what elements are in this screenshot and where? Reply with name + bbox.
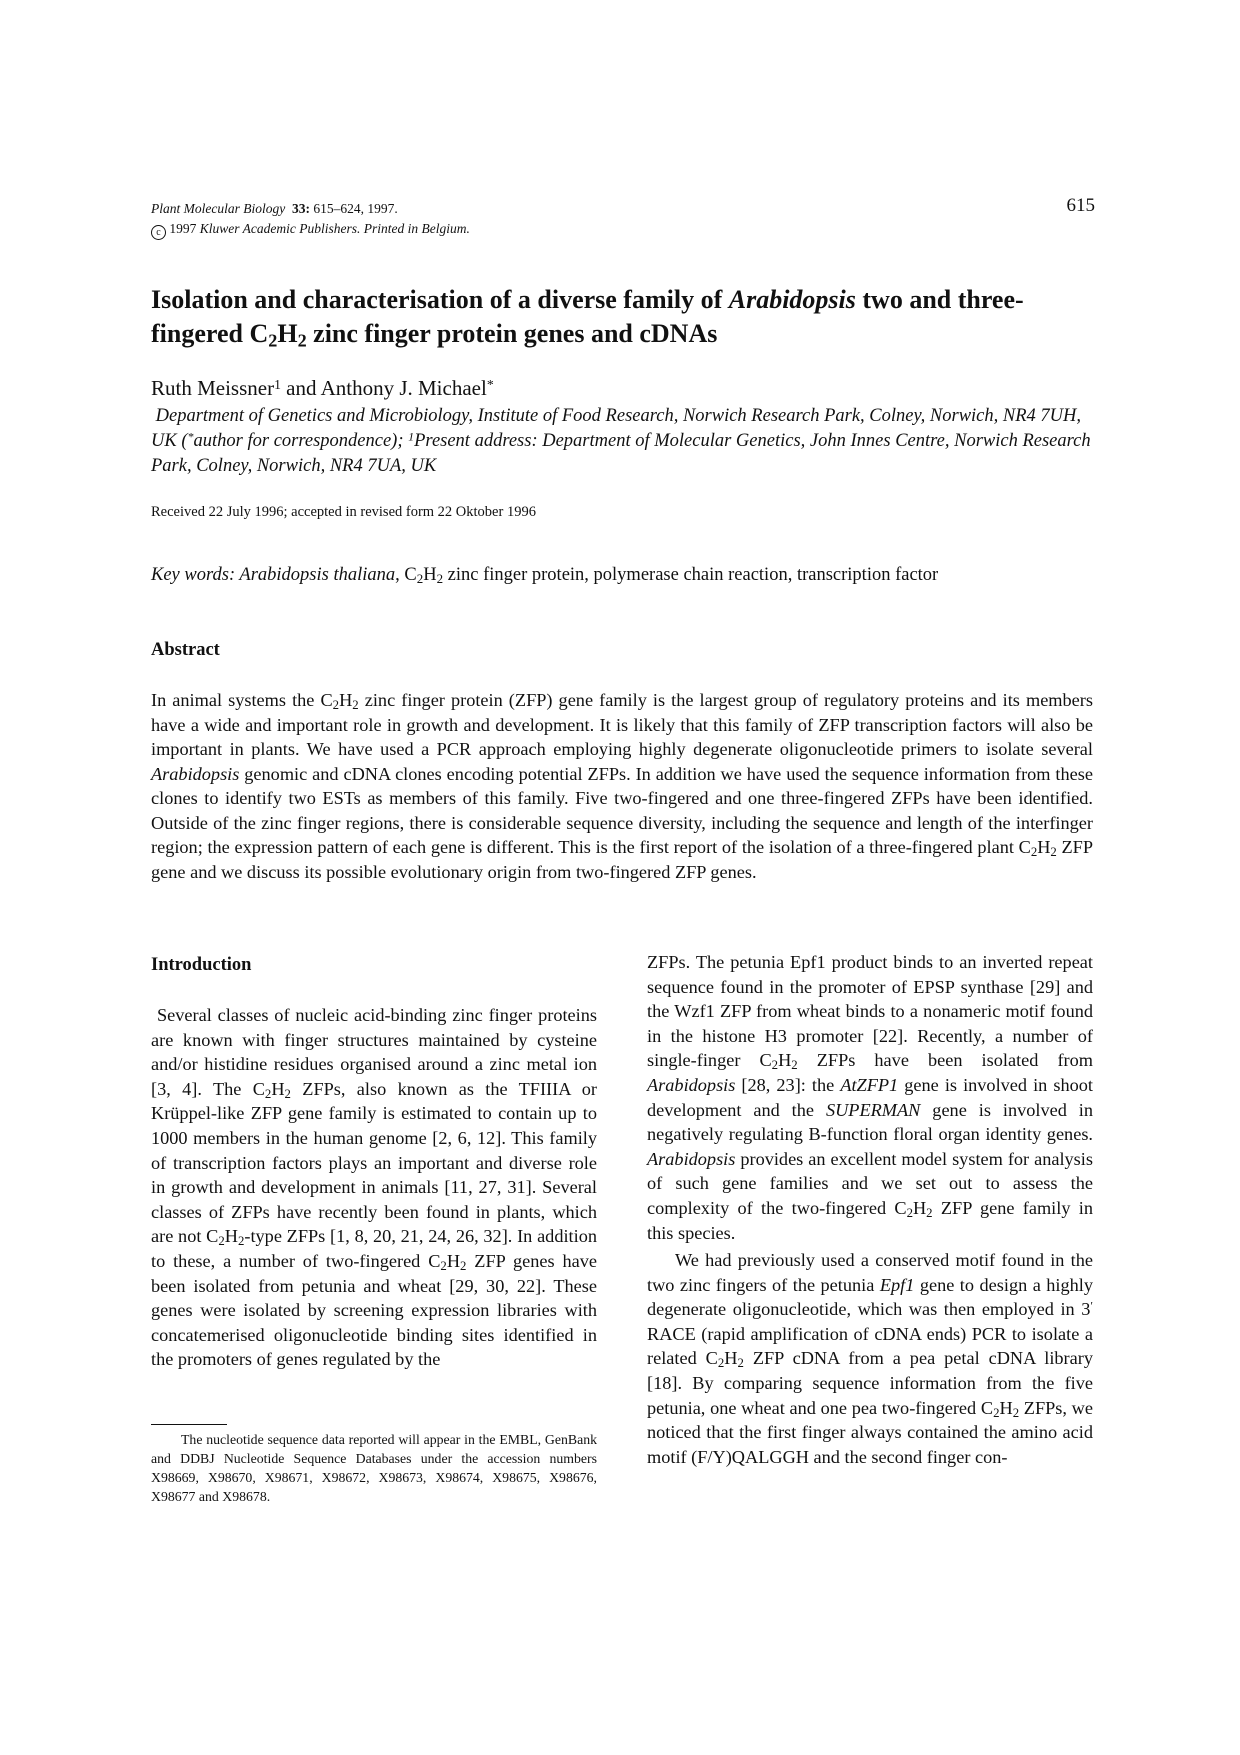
copyright-line: c 1997 Kluwer Academic Publishers. Printed in Belgium. [151, 219, 470, 240]
introduction-paragraph-1: Several classes of nucleic acid-binding zinc finger proteins are known with finger structures maintained by cysteine and/or histidine residues organised around a zinc metal ion [3, 4]. The $C_2H_2$ ZFPs, also known as the TFIIIA or Krüppel-like ZFP gene family is estimated to contain up to 1000 members in the human genome [2, 6, 12]. This family of transcription factors plays an important and diverse role in growth and development in animals [11, 27, 31]. Several classes of ZFPs have recently been found in plants, which are not $C_2H_2$-type ZFPs [1, 8, 20, 21, 24, 26, 32]. In addition to these, a number of two-fingered $C_2H_2$ ZFP genes have been isolated from petunia and wheat [29, 30, 22]. These genes were isolated by screening expression libraries with concatemerised oligonucleotide binding sites identified in the promoters of genes regulated by the [151, 1005, 597, 1370]
footnote-rule [151, 1424, 227, 1425]
journal-citation: Plant Molecular Biology 33: 615–624, 1997. [151, 201, 398, 216]
abstract-heading: Abstract [151, 640, 220, 660]
introduction-continued: ZFPs. The petunia Epf1 product binds to an inverted repeat sequence found in the promoter of EPSP synthase [29] and the Wzf1 ZFP from wheat binds to a nonameric motif found in the histone H3 promoter [22]. Recently, a number of single-finger $C_2H_2$ ZFPs have been isolated from Arabidopsis [28, 23]: the AtZFP1 gene is involved in shoot development and the SUPERMAN gene is involved in negatively regulating B-function floral organ identity genes. Arabidopsis provides an excellent model system for analysis of such gene families and we set out to assess the complexity of the two-fingered $C_2H_2$ ZFP gene family in this species. [647, 952, 1094, 1243]
received-dates: Received 22 July 1996; accepted in revised form 22 Oktober 1996 [151, 504, 536, 520]
paper-title: Isolation and characterisation of a diverse family of Arabidopsis two and three-fingered $C_2H_2$ zinc finger protein genes and cDNAs [151, 285, 1024, 351]
abstract-body: In animal systems the $C_2H_2$ zinc finger protein (ZFP) gene family is the largest group of regulatory proteins and its members have a wide and important role in growth and development. It is likely that this family of ZFP transcription factors will also be important in plants. We have used a PCR approach employing highly degenerate oligonucleotide primers to isolate several Arabidopsis genomic and cDNA clones encoding potential ZFPs. In addition we have used the sequence information from these clones to identify two ESTs as members of this family. Five two-fingered and one three-fingered ZFPs have been identified. Outside of the zinc finger regions, there is considerable sequence diversity, including the sequence and length of the interfinger region; the expression pattern of each gene is different. This is the first report of the isolation of a three-fingered plant $C_2H_2$ ZFP gene and we discuss its possible evolutionary origin from two-fingered ZFP genes. [151, 690, 1094, 882]
keywords: Key words: Arabidopsis thaliana, $C_2H_2$ zinc finger protein, polymerase chain reaction, transcription factor [151, 565, 939, 587]
footnote: The nucleotide sequence data reported will appear in the EMBL, GenBank and DDBJ Nucleotide Sequence Databases under the accession numbers X98669, X98670, X98671, X98672, X98673, X98674, X98675, X98676, X98677 and X98678. [151, 1432, 597, 1504]
copyright-icon: c [151, 225, 166, 240]
page-number: 615 [1066, 195, 1095, 216]
introduction-heading: Introduction [151, 955, 252, 975]
affiliation: Department of Genetics and Microbiology, Institute of Food Research, Norwich Research Park, Colney, Norwich, NR4 7UH, UK (*author for correspondence); $^1$Present address: Department of Molecular Genetics, John Innes Centre, Norwich Research Park, Colney, Norwich, NR4 7UA, UK [151, 406, 1091, 476]
journal-header [151, 199, 470, 240]
authors: Ruth Meissner$^1$ and Anthony J. Michael* [151, 376, 494, 400]
introduction-paragraph-2: We had previously used a conserved motif found in the two zinc fingers of the petunia Epf1 gene to design a highly degenerate oligonucleotide, which was then employed in 3′ RACE (rapid amplification of cDNA ends) PCR to isolate a related $C_2H_2$ ZFP cDNA from a pea petal cDNA library [18]. By comparing sequence information from the five petunia, one wheat and one pea two-fingered $C_2H_2$ ZFPs, we noticed that the first finger always contained the amino acid motif (F/Y)QALGGH and the second finger con- [647, 1250, 1093, 1467]
